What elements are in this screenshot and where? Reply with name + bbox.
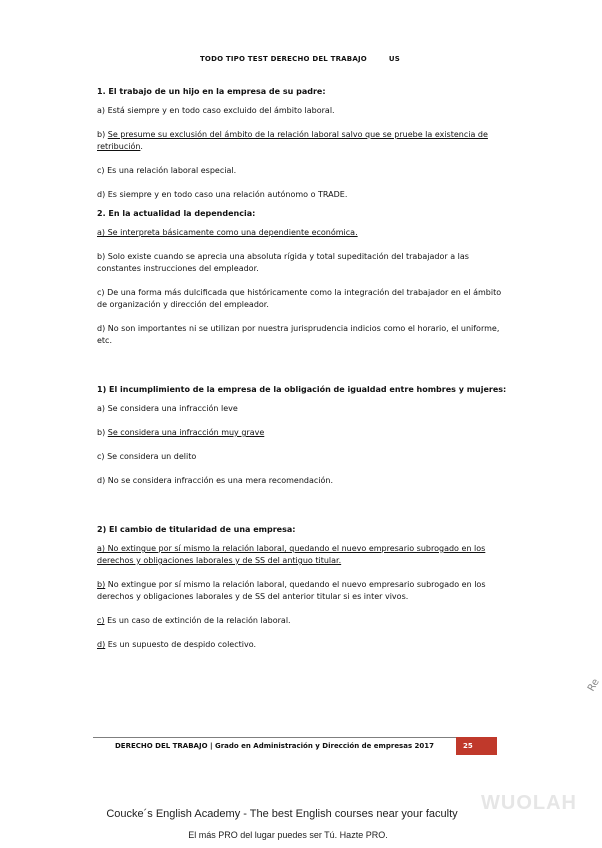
footer-text: DERECHO DEL TRABAJO | Grado en Administración y Dirección de empresas 2017	[115, 742, 435, 750]
option-2c: c) De una forma más dulcificada que históricamente como la integración del trabajador en el ámbito de organización y dirección del empleador.	[97, 288, 502, 309]
test-content	[97, 86, 507, 663]
ad-banner[interactable]	[0, 808, 600, 820]
option-suffix: Es un supuesto de despido colectivo.	[105, 640, 256, 649]
question-3: 1) El incumplimiento de la empresa de la obligación de igualdad entre hombres y mujeres:	[97, 385, 507, 394]
option-suffix: Es un caso de extinción de la relación laboral.	[104, 616, 291, 625]
option-4c	[97, 615, 507, 627]
option-1d: d) Es siempre y en todo caso una relación autónomo o TRADE.	[97, 190, 348, 199]
wuolah-logo: WUOLAH	[481, 792, 577, 814]
correct-answer: a) Se interpreta básicamente como una dependiente económica.	[97, 228, 358, 237]
option-letter: c)	[97, 616, 105, 625]
ad-line-1[interactable]: Coucke´s English Academy - The best English courses near your faculty	[106, 808, 458, 820]
option-3d: d) No se considera infracción es una mera recomendación.	[97, 476, 334, 485]
option-1b	[97, 129, 507, 153]
option-2a	[97, 227, 507, 239]
ad-line-2: El más PRO del lugar puedes ser Tú. Hazte PRO.	[188, 830, 388, 840]
option-3c: c) Se considera un delito	[97, 452, 197, 461]
option-1a: a) Está siempre y en todo caso excluido del ámbito laboral.	[97, 106, 335, 115]
option-suffix: .	[140, 142, 143, 151]
option-2b: b) Solo existe cuando se aprecia una absoluta rígida y total supeditación del trabajador a las constantes instrucciones del empleador.	[97, 252, 469, 273]
option-4b	[97, 579, 507, 603]
page-header	[0, 55, 600, 63]
option-letter: d)	[97, 640, 106, 649]
side-watermark: Re	[586, 677, 602, 694]
footer-divider	[93, 737, 497, 738]
option-prefix: b)	[97, 428, 108, 437]
option-1c: c) Es una relación laboral especial.	[97, 166, 237, 175]
page-number: 25	[463, 742, 473, 750]
question-2: 2. En la actualidad la dependencia:	[97, 209, 256, 218]
option-4d	[97, 639, 507, 651]
header-tag: US	[388, 55, 401, 63]
question-1: 1. El trabajo de un hijo en la empresa de su padre:	[97, 87, 326, 96]
option-prefix: b)	[97, 130, 108, 139]
ad-tagline	[0, 830, 600, 840]
option-2d: d) No son importantes ni se utilizan por nuestra jurisprudencia indicios como el horario, el uniforme, etc.	[97, 324, 500, 345]
option-suffix: No extingue por sí mismo la relación laboral, quedando el nuevo empresario subrogado en los derechos y obligaciones laborales y de SS del anterior titular si es inter vivos.	[97, 580, 486, 601]
option-3a: a) Se considera una infracción leve	[97, 404, 238, 413]
question-4: 2) El cambio de titularidad de una empresa:	[97, 525, 296, 534]
correct-answer: a) No extingue por sí mismo la relación laboral, quedando el nuevo empresario subrogado en los derechos y obligaciones laborales y de SS del antiguo titular.	[97, 544, 486, 565]
correct-answer: Se considera una infracción muy grave	[107, 428, 265, 437]
header-title: TODO TIPO TEST DERECHO DEL TRABAJO	[199, 55, 367, 63]
option-3b	[97, 427, 507, 439]
option-letter: b)	[97, 580, 106, 589]
correct-answer: Se presume su exclusión del ámbito de la relación laboral salvo que se pruebe la existencia de retribución	[97, 130, 488, 151]
option-4a	[97, 543, 507, 567]
